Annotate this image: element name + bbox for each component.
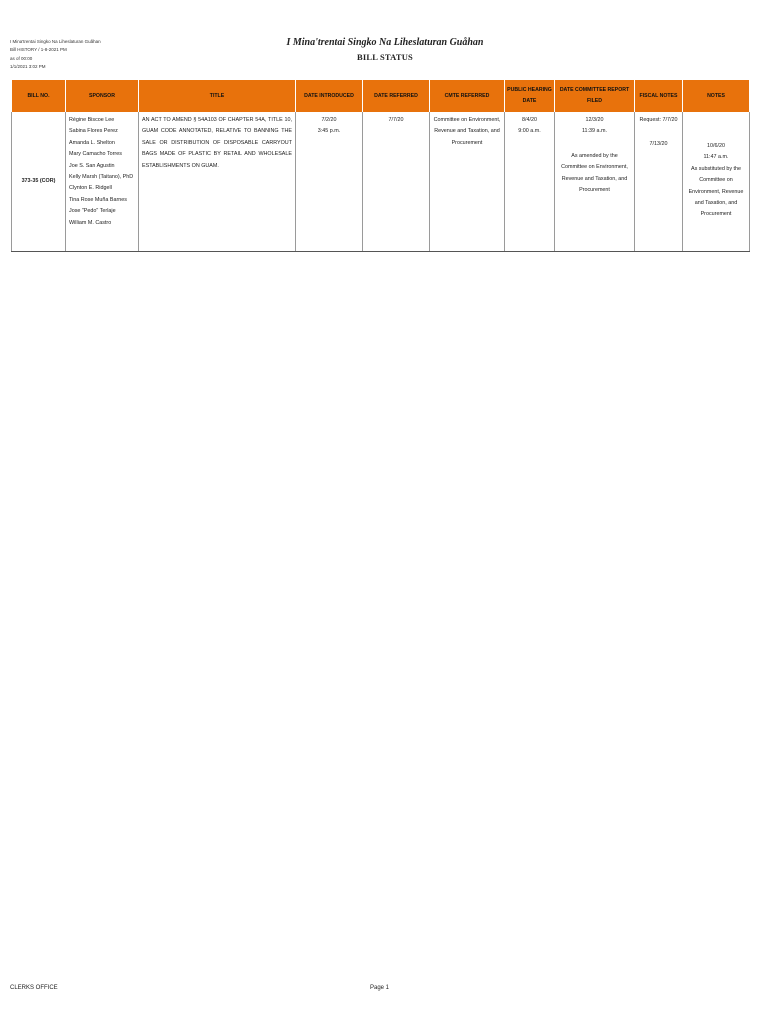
table-row [12, 112, 750, 252]
header-sponsor: SPONSOR [66, 80, 139, 112]
notes-date: 10/6/20 [707, 143, 725, 149]
header-public-hearing-date: PUBLIC HEARING DATE [505, 80, 555, 112]
meta-line-1: I Mina'trentai Singko Na Liheslaturan Guåhan [10, 39, 101, 44]
cell-date-introduced [296, 112, 363, 252]
sponsor-name: Sabina Flores Perez [69, 128, 118, 135]
cell-committee-report [555, 112, 635, 252]
sponsor-name: Joe S. San Agustin [69, 162, 115, 169]
date-referred: 7/7/20 [388, 117, 404, 123]
fiscal-date: 7/13/20 [649, 141, 668, 148]
sponsor-name: Régine Biscoe Lee [69, 117, 115, 123]
header-fiscal-notes: FISCAL NOTES [635, 80, 683, 112]
header-meta [10, 38, 101, 71]
header-committee-report-filed: DATE COMMITTEE REPORT FILED [555, 80, 635, 112]
report-note: As amended by the Committee on Environment, Revenue and Taxation, and Procurement [561, 152, 628, 194]
sponsor-name: Amanda L. Shelton [69, 139, 115, 146]
time-introduced: 3:45 p.m. [317, 128, 341, 135]
public-hearing-time: 9:00 a.m. [518, 128, 541, 135]
cell-cmte-referred: Committee on Environment, Revenue and Taxation, and Procurement [430, 112, 505, 252]
footer-office: CLERKS OFFICE [10, 985, 58, 991]
date-introduced: 7/2/20 [321, 117, 337, 123]
sponsor-name: Clynton E. Ridgell [69, 185, 112, 192]
cell-notes [683, 112, 750, 252]
header-date-referred: DATE REFERRED [363, 80, 430, 112]
sponsor-name: Mary Camacho Torres [69, 151, 122, 158]
report-date: 12/3/20 [585, 117, 604, 123]
sponsor-name: William M. Castro [69, 219, 112, 226]
public-hearing-date: 8/4/20 [522, 117, 537, 123]
notes-time: 11:47 a.m. [703, 154, 729, 161]
cell-sponsors [66, 112, 139, 252]
bill-status-table [11, 80, 750, 252]
meta-line-2: Bill HISTORY / 1-8-2021 PM [10, 47, 67, 53]
cell-title: AN ACT TO AMEND § 54A103 OF CHAPTER 54A, TITLE 10, GUAM CODE ANNOTATED, RELATIVE TO BANNING THE SALE OR DISTRIBUTION OF DISPOSABLE CARRYOUT BAGS MADE OF PLASTIC BY RETAIL AND WHOLESALE ESTABLISHMENTS ON GUAM. [139, 112, 296, 252]
table-header-row [12, 80, 750, 112]
footer-page-number: Page 1 [370, 985, 390, 991]
notes-text: As substituted by the Committee on Environment, Revenue and Taxation, and Procurement [688, 165, 744, 218]
meta-line-4: 1/1/2021 3:02 PM [10, 63, 46, 69]
sponsor-name: Kelly Marsh (Taitano), PhD [69, 174, 134, 181]
cell-public-hearing [505, 112, 555, 252]
fiscal-request: Request: 7/7/20 [639, 117, 678, 123]
sponsor-name: Tina Rose Muña Barnes [69, 196, 127, 203]
cell-bill-no: 373-35 (COR) [12, 112, 66, 252]
document-subtitle: BILL STATUS [357, 52, 413, 62]
cell-date-referred [363, 112, 430, 252]
header-notes: NOTES [683, 80, 750, 112]
header-title: TITLE [139, 80, 296, 112]
cell-fiscal-notes [635, 112, 683, 252]
header-date-introduced: DATE INTRODUCED [296, 80, 363, 112]
document-title: I Mina'trentai Singko Na Liheslaturan Guåhan [286, 37, 484, 48]
meta-line-3: as of 00:00 [10, 55, 33, 61]
header-cmte-referred: CMTE REFERRED [430, 80, 505, 112]
header-bill-no: BILL NO. [12, 80, 66, 112]
report-time: 11:39 a.m. [581, 128, 608, 135]
sponsor-name: Jose "Pedo" Terlaje [69, 208, 116, 215]
